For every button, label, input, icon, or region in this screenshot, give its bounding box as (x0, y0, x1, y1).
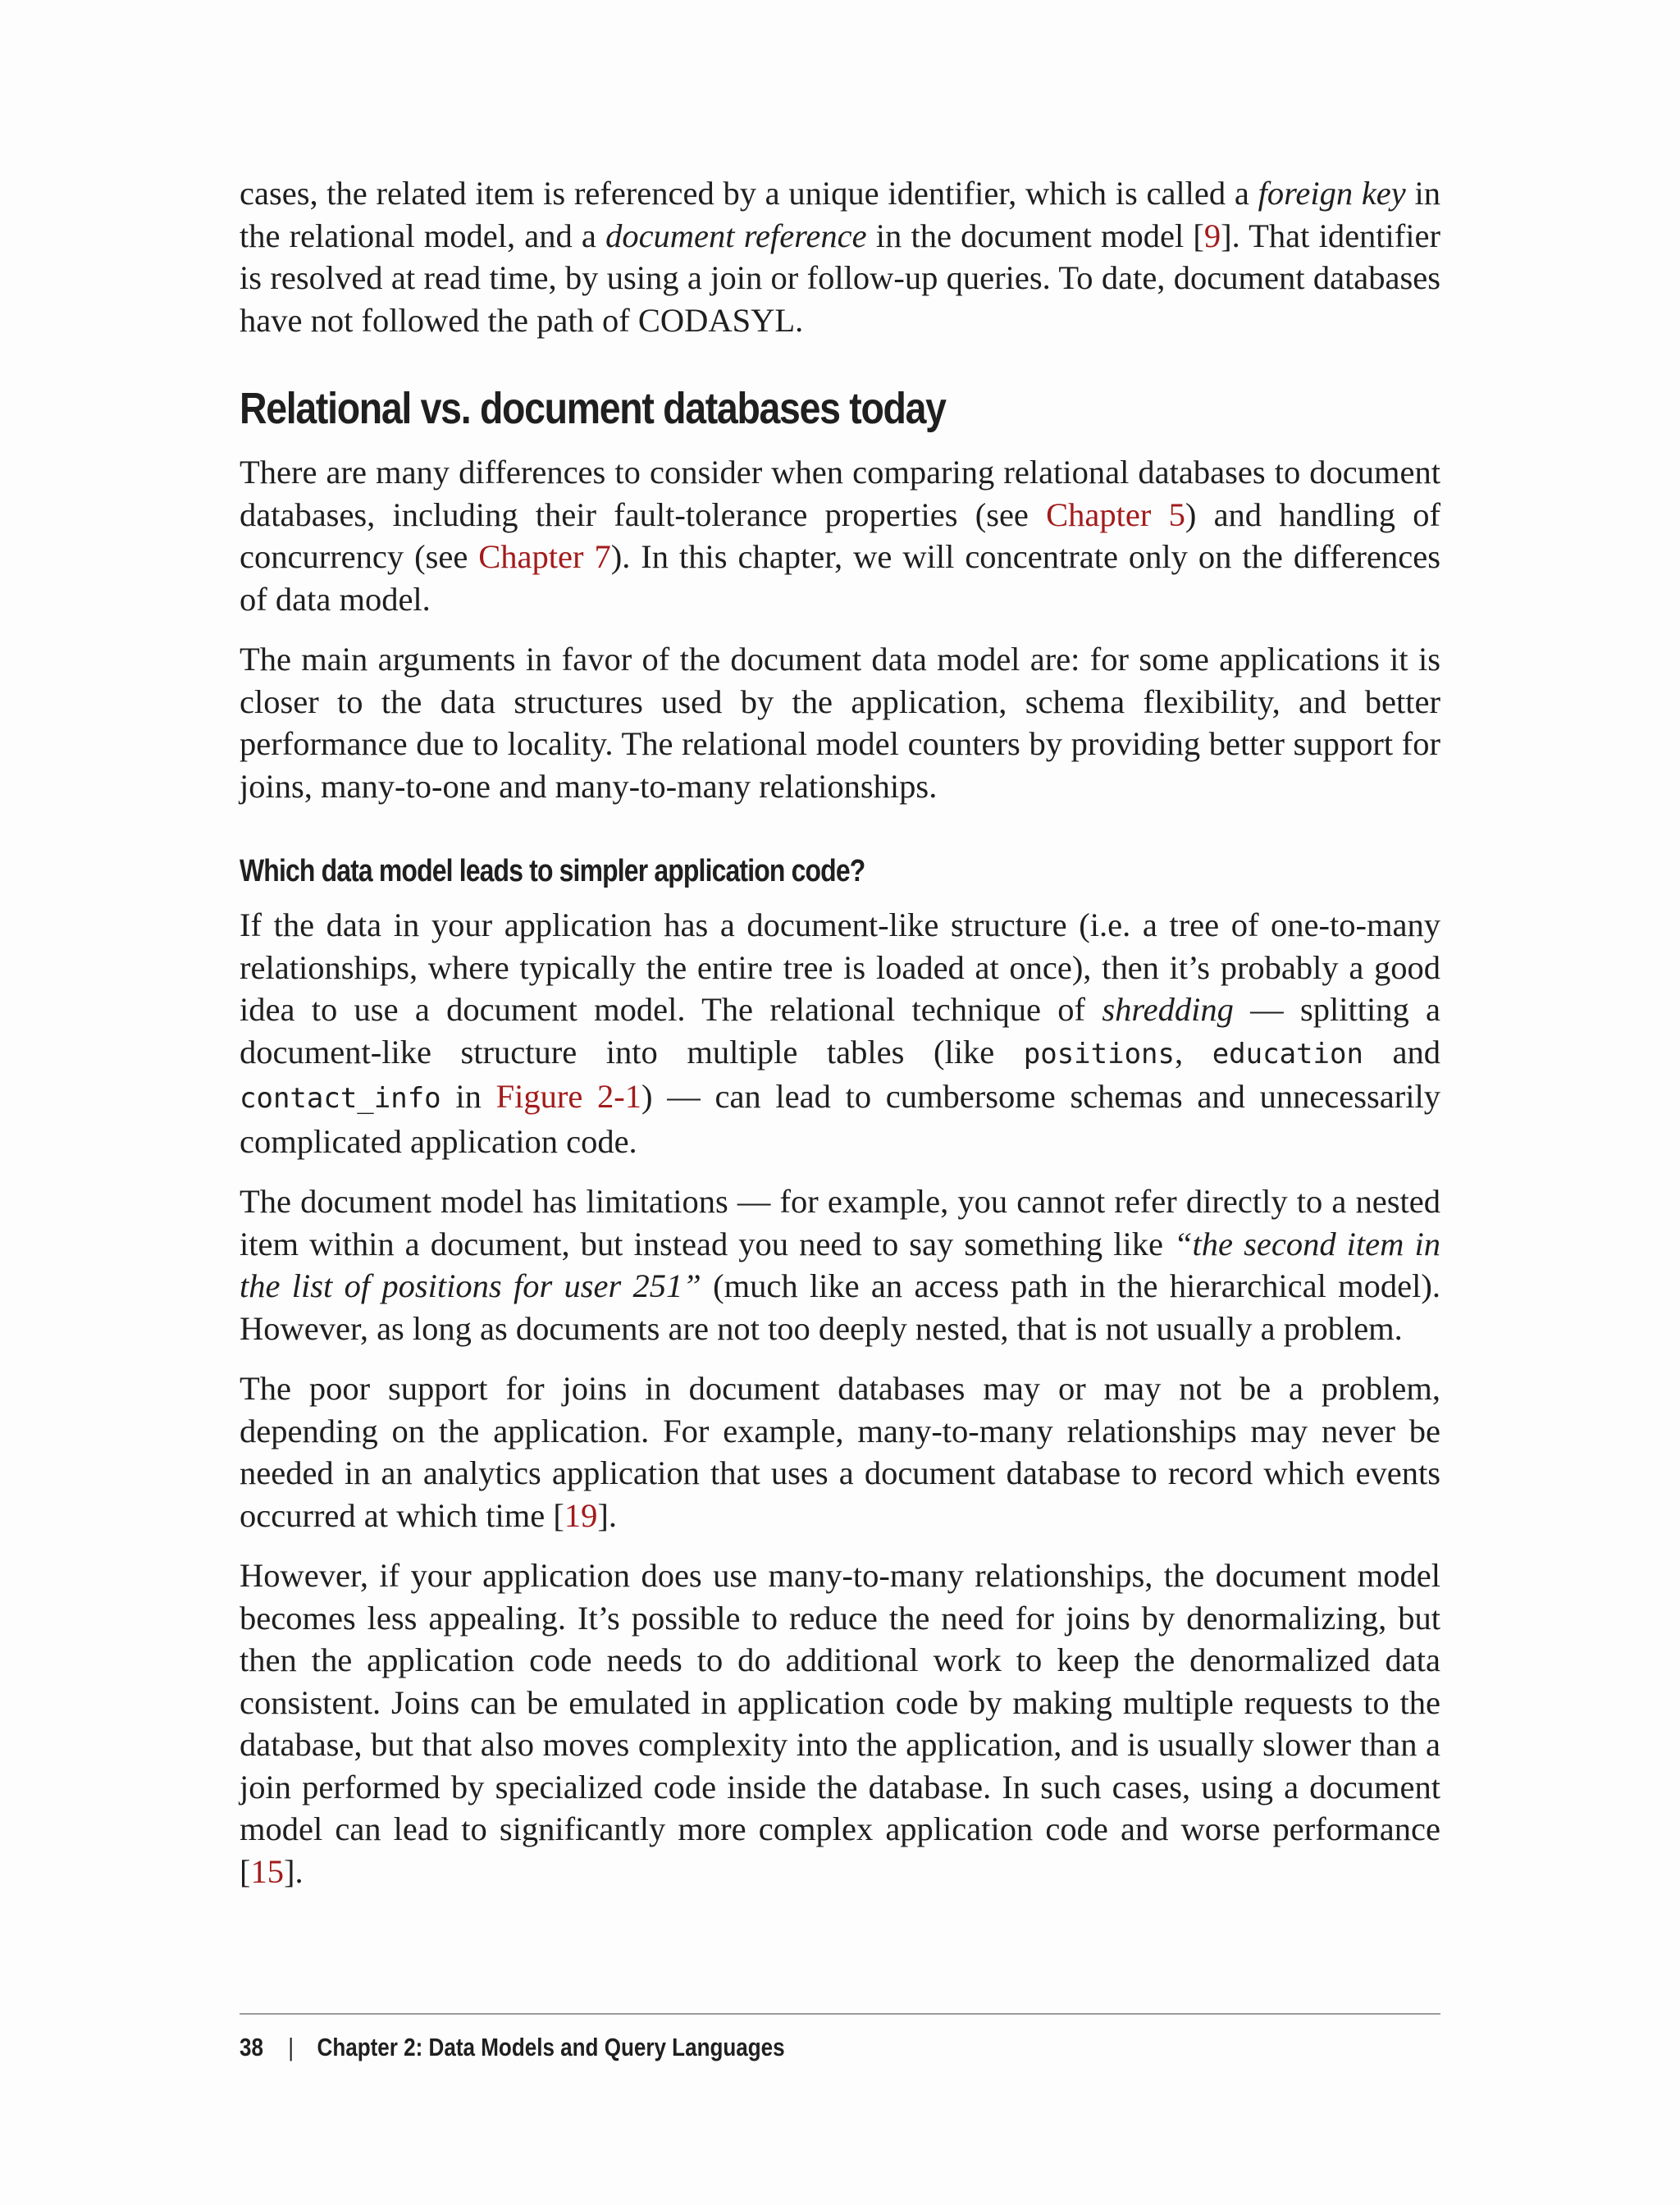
citation-19[interactable]: 19 (564, 1496, 598, 1534)
citation-15[interactable]: 15 (250, 1852, 284, 1890)
section-paragraph-1: There are many differences to consider when comparing relational databases to document databases, including their fault-tolerance properties (see Chapter 5) and handling of concurrency (see Chapter 7). In this chapter, we will concentrate only on the differences of data model. (240, 454, 1440, 618)
link-chapter-7[interactable]: Chapter 7 (478, 538, 611, 575)
link-figure-2-1[interactable]: Figure 2-1 (495, 1078, 642, 1115)
subsection-paragraph-2: The document model has limitations — for example, you cannot refer directly to a nested item within a document, but instead you need to say something like “the second item in the list of positions for user 251” (much like an access path in the hierarchical model). However, as long as documents are not too deeply nested, that is not usually a problem. (240, 1183, 1441, 1347)
intro-paragraph: cases, the related item is referenced by a unique identifier, which is called a foreign key in the relational model, and a document reference in the document model [9]. That identifier is resolved at read time, by using a join or follow-up queries. To date, document databases have not followed the path of CODASYL. (240, 175, 1440, 339)
footer-chapter-title: Chapter 2: Data Models and Query Languages (317, 2033, 785, 2061)
link-chapter-5[interactable]: Chapter 5 (1046, 495, 1185, 533)
footer-separator: | (288, 2033, 294, 2061)
page-number: 38 (240, 2033, 263, 2061)
subsection-paragraph-4: However, if your application does use many-to-many relationships, the document model becomes less appealing. It’s possible to reduce the need for joins by denormalizing, but then the application code needs to do additional work to keep the denormalized data consistent. Joins can be emulated in application code by making multiple requests to the database, but that also moves complexity into the application, and is usually slower than a join performed by specialized code inside the database. In such cases, using a document model can lead to significantly more complex application code and worse performance [15]. (240, 1557, 1440, 1890)
term-document-reference: document reference (605, 217, 867, 254)
quoted-example: “the second item in the list of positions for user 251” (240, 1225, 1440, 1304)
page-footer (240, 2013, 1440, 2062)
section-paragraph-2: The main arguments in favor of the document data model are: for some applications it is closer to the data structures used by the application, schema flexibility, and better performance due to locality. The relational model counters by providing better support for joins, many-to-one and many-to-many relationships. (240, 641, 1440, 805)
section-heading: Relational vs. document databases today (240, 384, 946, 433)
page-body (240, 172, 1440, 1892)
code-education: education (1212, 1037, 1363, 1071)
code-positions: positions (1023, 1037, 1175, 1071)
subsection-paragraph-3: The poor support for joins in document databases may or may not be a problem, depending on the application. For example, many-to-many relationships may never be needed in an analytics application that uses a document database to record which events occurred at which time [19]. (240, 1370, 1440, 1534)
code-contact-info: contact_info (240, 1082, 441, 1115)
subsection-paragraph-1: If the data in your application has a document-like structure (i.e. a tree of one-to-many relationships, where typically the entire tree is loaded at once), then it’s probably a good idea to use a document model. The relational technique of shredding — splitting a document-like structure into multiple tables (like positions, education and contact_info in Figure 2-1) — can lead to cumbersome schemas and unnecessarily complicated application code. (240, 906, 1441, 1160)
subsection-heading: Which data model leads to simpler application code? (240, 854, 865, 888)
citation-9[interactable]: 9 (1203, 217, 1221, 254)
term-foreign-key: foreign key (1258, 175, 1406, 212)
term-shredding: shredding (1102, 991, 1234, 1028)
